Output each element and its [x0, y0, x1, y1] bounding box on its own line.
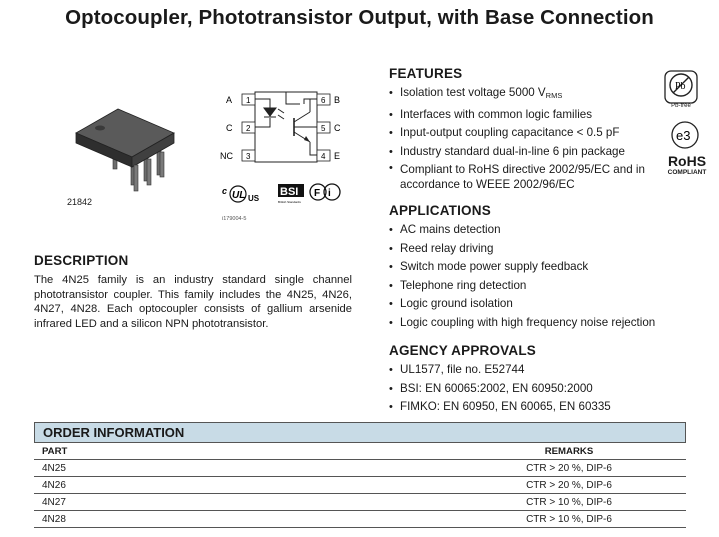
fimko-logo: [310, 184, 340, 200]
order-header-row: [34, 443, 686, 460]
feature-item: • Input-output coupling capacitance < 0.5 pF: [389, 124, 662, 143]
svg-text:UL: UL: [232, 190, 246, 201]
applications-list: [389, 221, 655, 333]
remarks-cell: CTR > 20 %, DIP-6: [242, 477, 686, 494]
svg-text:i: i: [328, 188, 331, 199]
agency-item: • UL1577, file no. E52744: [389, 361, 611, 380]
rohs-compliant-label: COMPLIANT: [667, 169, 707, 176]
agency-item: • FIMKO: EN 60950, EN 60065, EN 60335: [389, 398, 611, 417]
remarks-cell: CTR > 10 %, DIP-6: [242, 511, 686, 528]
page-title: Optocoupler, Phototransistor Output, with Base Connection: [65, 6, 654, 29]
bsi-subtext: British Standards: [278, 200, 301, 204]
applications-heading: APPLICATIONS: [389, 203, 491, 218]
application-item: • AC mains detection: [389, 221, 655, 240]
agency-approvals-section: [389, 343, 611, 417]
table-row: [34, 511, 686, 528]
bsi-text: BSI: [280, 186, 299, 198]
pin-name-5: C: [334, 123, 341, 133]
features-heading: FEATURES: [389, 66, 463, 81]
rohs-label: RoHS: [667, 153, 707, 169]
applications-section: [389, 203, 655, 333]
part-cell: 4N26: [34, 477, 242, 494]
description-heading: DESCRIPTION: [34, 253, 129, 268]
pin-name-1: A: [226, 95, 233, 105]
svg-text:Pb: Pb: [675, 81, 686, 92]
table-row: [34, 494, 686, 511]
features-section: [389, 66, 662, 195]
rohs-badge: [660, 154, 714, 177]
description-text: The 4N25 family is an industry standard single channel phototransistor coupler. This family includes the 4N25, 4N26, 4N27, 4N28. Each optocoupler consists of gallium arsenide infrared LED and a silicon NPN phototransistor.: [34, 274, 352, 330]
column-header-remarks: REMARKS: [242, 443, 686, 460]
pin-num-1: 1: [246, 96, 251, 105]
pin-num-6: 6: [321, 96, 326, 105]
agency-item: • BSI: EN 60065:2002, EN 60950:2000: [389, 380, 611, 399]
dip6-package-image: [74, 95, 184, 195]
order-heading: ORDER INFORMATION: [34, 422, 686, 443]
application-item: • Reed relay driving: [389, 240, 655, 259]
svg-text:e3: e3: [676, 128, 691, 143]
agency-heading: AGENCY APPROVALS: [389, 343, 536, 358]
part-cell: 4N28: [34, 511, 242, 528]
certification-logos: [222, 182, 352, 217]
pin-num-5: 5: [321, 124, 326, 133]
part-cell: 4N27: [34, 494, 242, 511]
table-row: [34, 477, 686, 494]
pin-num-3: 3: [246, 152, 251, 161]
figure-number: i179004-5: [222, 216, 247, 222]
feature-item: • Isolation test voltage 5000 $V_{RMS}$: [389, 84, 662, 106]
remarks-cell: CTR > 10 %, DIP-6: [242, 494, 686, 511]
pinout-diagram: [222, 84, 352, 171]
application-item: • Logic ground isolation: [389, 295, 655, 314]
column-header-part: PART: [34, 443, 242, 460]
feature-item: • Interfaces with common logic families: [389, 106, 662, 125]
svg-text:c: c: [222, 186, 228, 196]
pin-name-4: E: [334, 151, 341, 161]
pb-free-icon: [664, 70, 698, 104]
application-item: • Switch mode power supply feedback: [389, 258, 655, 277]
bsi-logo: [278, 184, 304, 204]
remarks-cell: CTR > 20 %, DIP-6: [242, 460, 686, 477]
application-item: • Logic coupling with high frequency noise rejection: [389, 314, 655, 333]
features-list: [389, 84, 662, 195]
pin-name-6: B: [334, 95, 341, 105]
order-information-table: [34, 422, 686, 528]
package-label: 21842: [67, 197, 93, 207]
pin-name-2: C: [226, 123, 233, 133]
pb-free-label: Pb-free: [671, 103, 691, 109]
pin-num-4: 4: [321, 152, 326, 161]
part-cell: 4N25: [34, 460, 242, 477]
ul-us-text: US: [248, 194, 260, 203]
e3-icon: [670, 120, 700, 150]
ul-logo: [222, 186, 260, 203]
svg-text:F: F: [314, 188, 321, 199]
pin-name-3: NC: [220, 151, 233, 161]
feature-item: • Compliant to RoHS directive 2002/95/EC and in accordance to WEEE 2002/96/EC: [389, 161, 662, 195]
application-item: • Telephone ring detection: [389, 277, 655, 296]
feature-item: • Industry standard dual-in-line 6 pin package: [389, 143, 662, 162]
table-row: [34, 460, 686, 477]
agency-list: [389, 361, 611, 417]
pin-num-2: 2: [246, 124, 251, 133]
description-section: [34, 253, 352, 331]
